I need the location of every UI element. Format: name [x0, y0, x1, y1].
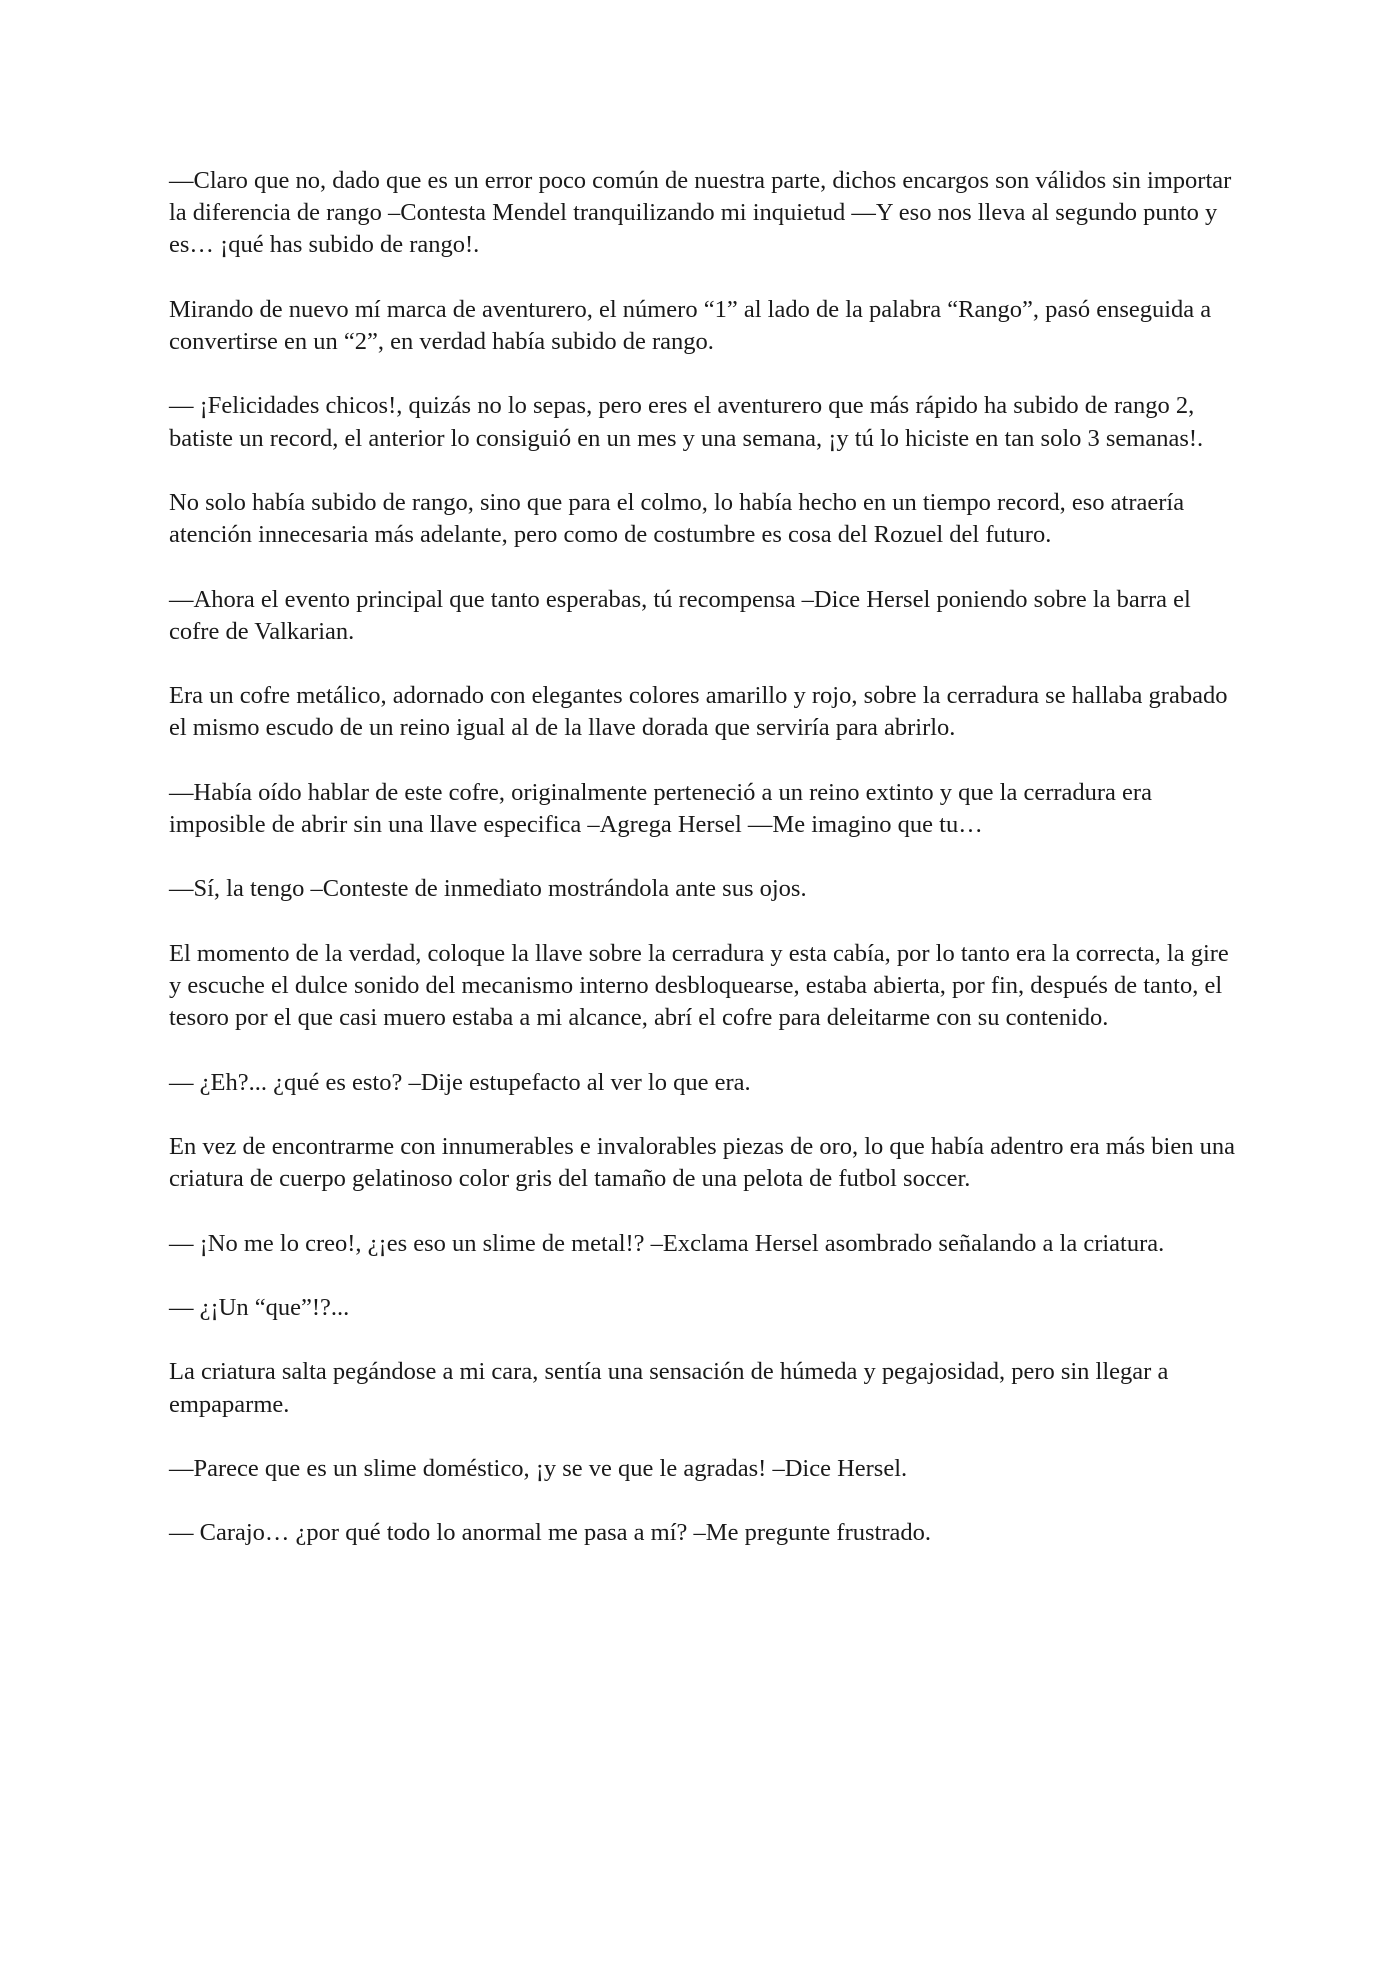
paragraph: La criatura salta pegándose a mi cara, sentía una sensación de húmeda y pegajosidad, pero sin llegar a empaparme. [169, 1358, 1169, 1418]
paragraph: —Había oído hablar de este cofre, originalmente perteneció a un reino extinto y que la cerradura era imposible de abrir sin una llave especifica –Agrega Hersel —Me imagino que tu… [169, 778, 1152, 838]
paragraph: No solo había subido de rango, sino que para el colmo, lo había hecho en un tiempo record, eso atraería atención innecesaria más adelante, pero como de costumbre es cosa del Rozuel del futuro. [169, 488, 1185, 549]
paragraph: — Carajo… ¿por qué todo lo anormal me pasa a mí? –Me pregunte frustrado. [169, 1519, 931, 1547]
paragraph: Mirando de nuevo mí marca de aventurero, el número “1” al lado de la palabra “Rango”, pasó enseguida a convertirse en un “2”, en verdad había subido de rango. [169, 295, 1212, 355]
paragraph: Era un cofre metálico, adornado con elegantes colores amarillo y rojo, sobre la cerradura se hallaba grabado el mismo escudo de un reino igual al de la llave dorada que serviría para abrirlo. [169, 682, 1228, 742]
document-body [169, 165, 1241, 1582]
paragraph: — ¿¡Un “que”!?... [169, 1293, 350, 1321]
paragraph: —Sí, la tengo –Conteste de inmediato mostrándola ante sus ojos. [169, 875, 807, 903]
paragraph: —Ahora el evento principal que tanto esperabas, tú recompensa –Dice Hersel poniendo sobre la barra el cofre de Valkarian. [169, 585, 1191, 645]
paragraph: En vez de encontrarme con innumerables e invalorables piezas de oro, lo que había adentro era más bien una criatura de cuerpo gelatinoso color gris del tamaño de una pelota de futbol soccer. [169, 1132, 1235, 1193]
paragraph: —Claro que no, dado que es un error poco común de nuestra parte, dichos encargos son válidos sin importar la diferencia de rango –Contesta Mendel tranquilizando mi inquietud —Y eso nos lleva al segundo punto y es… ¡qué has subido de rango!. [169, 167, 1232, 259]
paragraph: El momento de la verdad, coloque la llave sobre la cerradura y esta cabía, por lo tanto era la correcta, la gire y escuche el dulce sonido del mecanismo interno desbloquearse, estaba abierta, por fin, después de tanto, el tesoro por el que casi muero estaba a mi alcance, abrí el cofre para deleitarme con su contenido. [169, 939, 1229, 1032]
paragraph: — ¡No me lo creo!, ¿¡es eso un slime de metal!? –Exclama Hersel asombrado señalando a la criatura. [169, 1229, 1165, 1257]
paragraph: — ¡Felicidades chicos!, quizás no lo sepas, pero eres el aventurero que más rápido ha subido de rango 2, batiste un record, el anterior lo consiguió en un mes y una semana, ¡y tú lo hiciste en tan solo 3 semanas!. [169, 392, 1204, 452]
paragraph: — ¿Eh?... ¿qué es esto? –Dije estupefacto al ver lo que era. [169, 1068, 751, 1096]
paragraph: —Parece que es un slime doméstico, ¡y se ve que le agradas! –Dice Hersel. [169, 1454, 908, 1482]
